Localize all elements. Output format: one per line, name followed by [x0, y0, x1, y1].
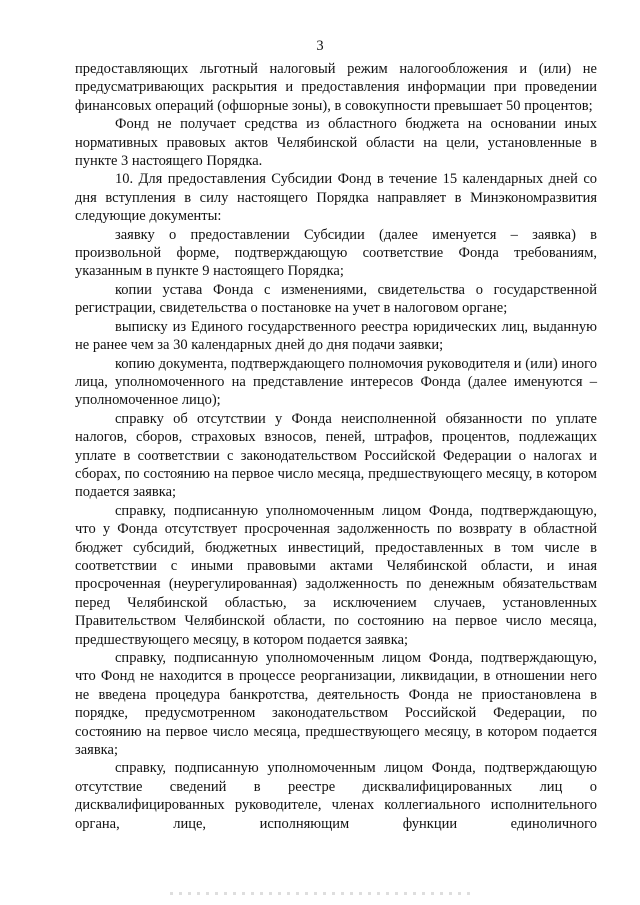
paragraph-disqualification-certificate: справку, подписанную уполномоченным лицом Фонда, подтверждающую отсутствие сведений в реестре дисквалифицированных лиц о дисквалифицированных руководителе, членах коллегиального исполнительного органа, лице, исполняющим функции единоличного [75, 760, 597, 832]
paragraph-charter-copies: копии устава Фонда с изменениями, свидетельства о государственной регистрации, свидетельства о постановке на учет в налоговом органе; [75, 281, 597, 317]
paragraph-no-other-funding: Фонд не получает средства из областного бюджета на основании иных нормативных правовых актов Челябинской области на цели, установленные в пункте 3 настоящего Порядка. [75, 116, 597, 170]
paragraph-authority-document: копию документа, подтверждающего полномочия руководителя и (или) иного лица, уполномоченного на представление интересов Фонда (далее именуются – уполномоченное лицо); [75, 355, 597, 409]
paragraph-registry-extract: выписку из Единого государственного реестра юридических лиц, выданную не ранее чем за 30 календарных дней до дня подачи заявки; [75, 318, 597, 354]
page-number: 3 [316, 38, 324, 54]
paragraph-application: заявку о предоставлении Субсидии (далее именуется – заявка) в произвольной форме, подтверждающую соответствие Фонда требованиям, указанным в пункте 9 настоящего Порядка; [75, 226, 597, 280]
paragraph-tax-certificate: справку об отсутствии у Фонда неисполненной обязанности по уплате налогов, сборов, страховых взносов, пеней, штрафов, процентов, подлежащих уплате в соответствии с законодательством Российской Федерации о налогах и сборах, по состоянию на первое число месяца, предшествующего месяцу, в котором подается заявка; [75, 410, 597, 501]
paragraph-debt-certificate: справку, подписанную уполномоченным лицом Фонда, подтверждающую, что у Фонда отсутствует просроченная задолженность по возврату в областной бюджет субсидий, бюджетных инвестиций, предоставленных в том числе в соответствии с иными правовыми актами Челябинской области, и иная просроченная (неурегулированная) задолженность по денежным обязательствам перед Челябинской областью, за исключением случаев, установленных Правительством Челябинской области, по состоянию на первое число месяца, предшествующего месяцу, в котором подается заявка; [75, 502, 597, 648]
document-body [75, 60, 597, 833]
scan-artifact-line [170, 892, 470, 895]
paragraph-reorganization-certificate: справку, подписанную уполномоченным лицом Фонда, подтверждающую, что Фонд не находится в процессе реорганизации, ликвидации, в отношении него не введена процедура банкротства, деятельность Фонда не приостановлена в порядке, предусмотренном законодательством Российской Федерации, по состоянию на первое число месяца, предшествующего месяцу, в котором подается заявка; [75, 650, 597, 759]
paragraph-offshore-continuation: предоставляющих льготный налоговый режим налогообложения и (или) не предусматривающих раскрытия и предоставления информации при проведении финансовых операций (офшорные зоны), в совокупности превышает 50 процентов; [75, 61, 597, 114]
paragraph-item-10: 10. Для предоставления Субсидии Фонд в течение 15 календарных дней со дня вступления в силу настоящего Порядка направляет в Минэкономразвития следующие документы: [75, 171, 597, 225]
